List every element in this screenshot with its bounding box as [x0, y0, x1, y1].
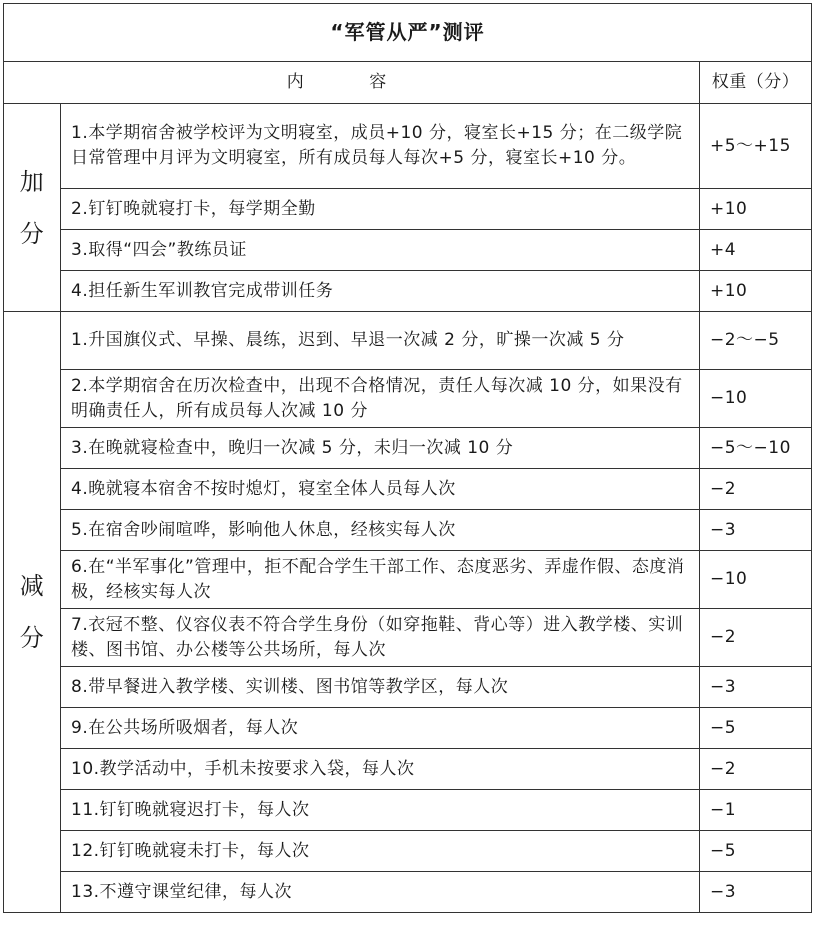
table-row	[4, 551, 812, 609]
item-text: 3.在晚就寝检查中，晚归一次减 5 分，未归一次减 10 分	[61, 428, 700, 469]
table-row	[4, 609, 812, 667]
item-text: 8.带早餐进入教学楼、实训楼、图书馆等教学区，每人次	[61, 667, 700, 708]
header-row	[4, 62, 812, 104]
item-text: 5.在宿舍吵闹喧哗，影响他人休息，经核实每人次	[61, 510, 700, 551]
item-text: 3.取得“四会”教练员证	[61, 230, 700, 271]
table-row	[4, 370, 812, 428]
item-weight: −2	[700, 749, 812, 790]
item-text: 11.钉钉晚就寝迟打卡，每人次	[61, 790, 700, 831]
item-weight: −2～−5	[700, 312, 812, 370]
item-text: 13.不遵守课堂纪律，每人次	[61, 872, 700, 913]
table-row	[4, 469, 812, 510]
table-row	[4, 271, 812, 312]
item-text: 7.衣冠不整、仪容仪表不符合学生身份（如穿拖鞋、背心等）进入教学楼、实训楼、图书馆、办公楼等公共场所，每人次	[61, 609, 700, 667]
item-text: 2.钉钉晚就寝打卡，每学期全勤	[61, 189, 700, 230]
item-weight: −10	[700, 551, 812, 609]
category-deduction-char-2: 分	[19, 624, 45, 652]
item-weight: −5	[700, 708, 812, 749]
header-content-label: 内 容	[286, 72, 417, 92]
item-weight: −2	[700, 609, 812, 667]
item-weight: −3	[700, 510, 812, 551]
table-row	[4, 312, 812, 370]
item-weight: −2	[700, 469, 812, 510]
category-deduction	[4, 312, 61, 913]
item-weight: −3	[700, 667, 812, 708]
category-bonus	[4, 104, 61, 312]
item-text: 9.在公共场所吸烟者，每人次	[61, 708, 700, 749]
table-row	[4, 831, 812, 872]
table-row	[4, 189, 812, 230]
item-weight: −1	[700, 790, 812, 831]
title-row	[4, 4, 812, 62]
item-text: 4.晚就寝本宿舍不按时熄灯，寝室全体人员每人次	[61, 469, 700, 510]
table-row	[4, 749, 812, 790]
table-title: “军管从严”测评	[4, 4, 812, 62]
item-text: 6.在“半军事化”管理中，拒不配合学生干部工作、态度恶劣、弄虚作假、态度消极，经核实每人次	[61, 551, 700, 609]
item-text: 12.钉钉晚就寝未打卡，每人次	[61, 831, 700, 872]
item-text: 1.本学期宿舍被学校评为文明寝室，成员+10 分，寝室长+15 分；在二级学院日常管理中月评为文明寝室，所有成员每人每次+5 分，寝室长+10 分。	[61, 104, 700, 189]
item-weight: +10	[700, 271, 812, 312]
evaluation-table	[3, 3, 812, 913]
item-text: 10.教学活动中，手机未按要求入袋，每人次	[61, 749, 700, 790]
header-weight: 权重（分）	[700, 62, 812, 104]
item-weight: +10	[700, 189, 812, 230]
item-weight: −3	[700, 872, 812, 913]
table-row	[4, 230, 812, 271]
item-weight: +5～+15	[700, 104, 812, 189]
header-content	[4, 62, 700, 104]
table-row	[4, 510, 812, 551]
table-row	[4, 428, 812, 469]
item-weight: −10	[700, 370, 812, 428]
item-weight: −5	[700, 831, 812, 872]
table-row	[4, 872, 812, 913]
table-row	[4, 104, 812, 189]
category-bonus-char-1: 加	[19, 167, 45, 196]
item-weight: +4	[700, 230, 812, 271]
item-text: 1.升国旗仪式、早操、晨练，迟到、早退一次减 2 分，旷操一次减 5 分	[61, 312, 700, 370]
category-deduction-char-1: 减	[19, 572, 45, 600]
item-weight: −5～−10	[700, 428, 812, 469]
table-row	[4, 708, 812, 749]
table-row	[4, 790, 812, 831]
table-row	[4, 667, 812, 708]
category-bonus-char-2: 分	[19, 219, 45, 248]
item-text: 4.担任新生军训教官完成带训任务	[61, 271, 700, 312]
item-text: 2.本学期宿舍在历次检查中，出现不合格情况，责任人每次减 10 分，如果没有明确责任人，所有成员每人次减 10 分	[61, 370, 700, 428]
